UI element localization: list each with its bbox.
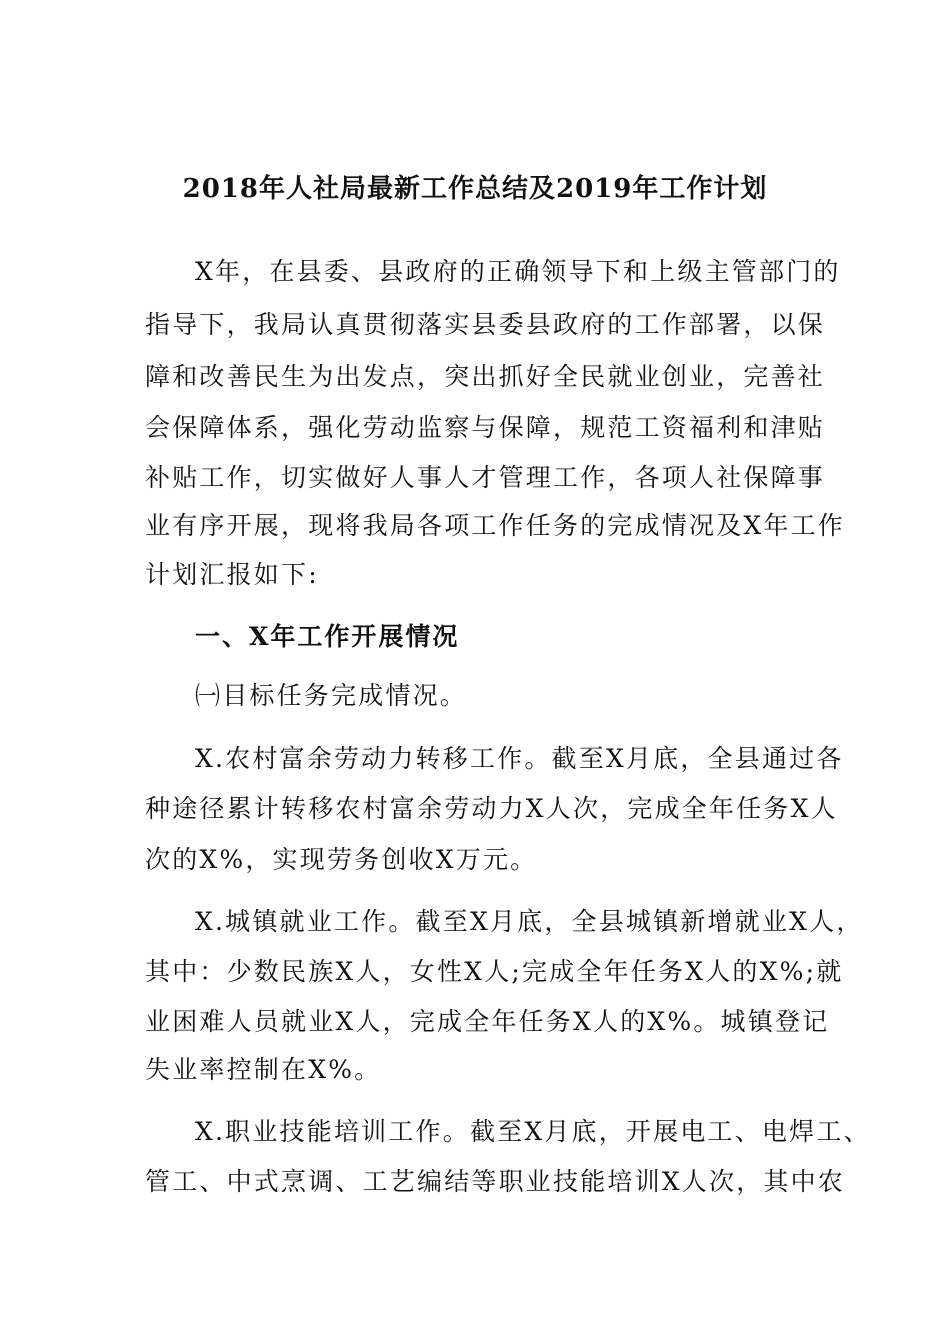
rural-paragraph-line-1: X.农村富余劳动力转移工作。截至X月底，全县通过各 <box>195 744 844 773</box>
rural-paragraph-line-2: 种途径累计转移农村富余劳动力X人次，完成全年任务X人 <box>145 794 838 823</box>
intro-line-7: 计划汇报如下: <box>145 560 319 589</box>
urban-paragraph-line-2: 其中：少数民族X人，女性X人;完成全年任务X人的X%;就 <box>145 957 844 986</box>
intro-line-1: X年，在县委、县政府的正确领导下和上级主管部门的 <box>195 257 841 286</box>
subsection-heading: ㈠目标任务完成情况。 <box>195 681 468 710</box>
intro-line-2: 指导下，我局认真贯彻落实县委县政府的工作部署，以保 <box>145 310 826 339</box>
training-paragraph-line-2: 管工、中式烹调、工艺编结等职业技能培训X人次，其中农 <box>145 1167 846 1196</box>
urban-paragraph-line-4: 失业率控制在X%。 <box>145 1055 382 1084</box>
training-paragraph-line-1: X.职业技能培训工作。截至X月底，开展电工、电焊工、 <box>195 1117 871 1146</box>
urban-paragraph-line-1: X.城镇就业工作。截至X月底，全县城镇新增就业X人， <box>195 907 864 936</box>
intro-line-6: 业有序开展，现将我局各项工作任务的完成情况及X年工作 <box>145 511 846 540</box>
urban-paragraph-line-3: 业困难人员就业X人，完成全年任务X人的X%。城镇登记 <box>145 1007 830 1036</box>
intro-line-4: 会保障体系，强化劳动监察与保障，规范工资福利和津贴 <box>145 413 826 442</box>
intro-line-3: 障和改善民生为出发点，突出抓好全民就业创业，完善社 <box>145 362 826 391</box>
document-title: 2018年人社局最新工作总结及2019年工作计划 <box>182 174 768 204</box>
intro-line-5: 补贴工作，切实做好人事人才管理工作，各项人社保障事 <box>145 463 826 492</box>
rural-paragraph-line-3: 次的X%，实现劳务创收X万元。 <box>145 845 538 874</box>
section-heading: 一、X年工作开展情况 <box>195 622 460 651</box>
